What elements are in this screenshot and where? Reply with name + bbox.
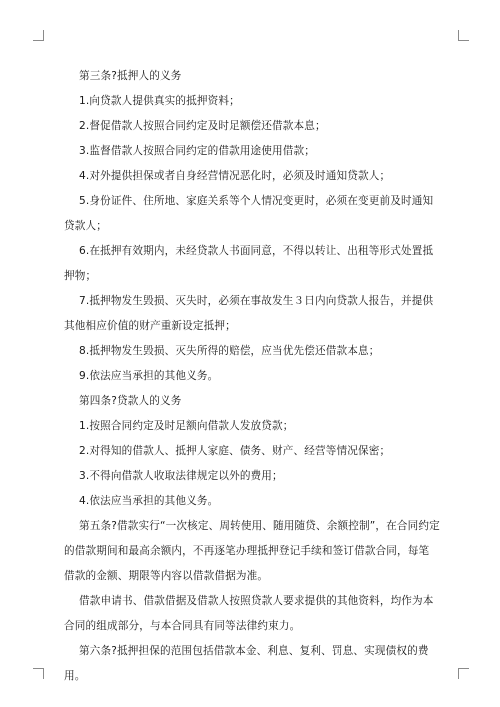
article-3-item-4: 4.对外提供担保或者自身经营情况恶化时，必须及时通知贷款人； — [79, 170, 391, 182]
crop-mark-bottom-left — [33, 668, 44, 679]
article-3-item-2: 2.督促借款人按照合同约定及时足额偿还借款本息； — [79, 120, 326, 132]
article-3-item-5: 5.身份证件、住所地、家庭关系等个人情况变更时，必须在变更前及时通知贷款人； — [64, 195, 434, 232]
article-5-paragraph-2: 借款申请书、借款借据及借款人按照贷款人要求提供的其他资料，均作为本合同的组成部分，与本合同具有同等法律约束力。 — [64, 595, 434, 632]
article-3-item-3: 3.监督借款人按照合同约定的借款用途使用借款； — [79, 145, 316, 157]
article-3-item-1: 1.向贷款人提供真实的抵押资料； — [79, 95, 240, 107]
article-3-item-8: 8.抵押物发生毁损、灭失所得的赔偿，应当优先偿还借款本息； — [79, 345, 380, 357]
article-3-item-9: 9.依法应当承担的其他义务。 — [79, 370, 219, 382]
article-6-paragraph: 第六条?抵押担保的范围包括借款本金、利息、复利、罚息、实现债权的费用。 — [64, 645, 429, 682]
article-4-item-1: 1.按照合同约定及时足额向借款人发放贷款； — [79, 420, 294, 432]
article-4-item-3: 3.不得向借款人收取法律规定以外的费用； — [79, 470, 283, 482]
article-3-heading: 第三条?抵押人的义务 — [79, 70, 182, 82]
crop-mark-top-left — [33, 30, 44, 41]
document-body — [64, 64, 440, 689]
article-4-item-2: 2.对得知的借款人、抵押人家庭、债务、财产、经营等情况保密； — [79, 445, 391, 457]
article-3-item-7: 7.抵押物发生毁损、灭失时，必须在事故发生３日内向贷款人报告，并提供其他相应价值的财产重新设定抵押； — [64, 295, 434, 332]
article-5-paragraph-1: 第五条?借款实行“一次核定、周转使用、随用随贷、余额控制”，在合同约定的借款期间和最高余额内，不再逐笔办理抵押登记手续和签订借款合同，每笔借款的金额、期限等内容以借款借据为准。 — [64, 520, 440, 582]
crop-mark-bottom-right — [458, 668, 469, 679]
crop-mark-top-right — [458, 30, 469, 41]
article-4-item-4: 4.依法应当承担的其他义务。 — [79, 495, 219, 507]
article-4-heading: 第四条?贷款人的义务 — [79, 395, 182, 407]
article-3-item-6: 6.在抵押有效期内，未经贷款人书面同意，不得以转让、出租等形式处置抵押物； — [64, 245, 434, 282]
